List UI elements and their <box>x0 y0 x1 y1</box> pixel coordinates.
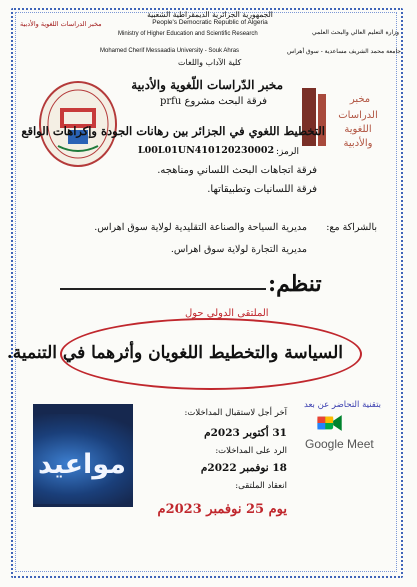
project-code: L00L01UN410120230002 <box>138 145 275 156</box>
project-title: التخطيط اللغوي في الجزائر بين رهانات الجودة وإكراهات الواقع <box>21 124 325 138</box>
deadline-date: 31 أكتوبر 2023م <box>204 427 287 439</box>
organize-heading: تنظم: <box>268 271 322 297</box>
conference-title: السياسة والتخطيط اللغويان وأثرهما في التنمية. <box>6 343 343 363</box>
event-label: انعقاد الملتقى: <box>235 481 287 491</box>
deadline-label: آخر أجل لاستقبال المداخلات: <box>184 408 287 418</box>
event-date: يوم 25 نوفمبر 2023م <box>157 502 287 517</box>
svg-text:مخبر: مخبر <box>349 94 371 105</box>
svg-text:والأدبية: والأدبية <box>343 138 373 149</box>
partner-item: مديرية التجارة لولاية سوق اهراس. <box>170 244 307 255</box>
university-english: Mohamed Cherif Messaadia University - Souk Ahras <box>100 48 240 54</box>
ministry-arabic: وزارة التعليم العالي والبحث العلمي <box>312 29 399 36</box>
faculty-name: كلية الآداب واللغات <box>178 58 242 67</box>
research-team-2: فرقة اللسانيات وتطبيقاتها. <box>207 184 317 195</box>
research-team-1: فرقة اتجاهات البحث اللساني ومناهجه. <box>157 165 317 176</box>
conference-type: الملتقى الدولي حول <box>185 308 269 319</box>
partner-item: مديرية السياحة والصناعة التقليدية لولاية سوق اهراس. <box>94 222 307 233</box>
remote-label: بتقنية التحاضر عن بعد <box>304 400 381 410</box>
republic-arabic: الجمهورية الجزائرية الديمقراطية الشعبية <box>147 10 273 19</box>
project-team: فرقة البحث مشروع prfu <box>159 96 267 107</box>
lab-logo-icon <box>300 84 388 150</box>
dates-banner-label: مواعيد <box>38 449 126 480</box>
divider <box>60 288 266 290</box>
google-meet-icon <box>316 412 346 434</box>
google-meet-label: Google Meet <box>305 437 374 451</box>
response-date: 18 نوفمبر 2022م <box>200 462 287 474</box>
svg-text:الدراسات: الدراسات <box>338 110 378 121</box>
code-label: الرمز: <box>276 147 300 157</box>
response-label: الرد على المداخلات: <box>215 446 287 456</box>
left-stamp-text: مخبر الدراسات اللغوية والأدبية <box>20 20 102 28</box>
partnership-label: بالشراكة مع: <box>326 222 377 233</box>
ministry-english: Ministry of Higher Education and Scientific Research <box>118 31 258 37</box>
republic-english: People's Democratic Republic of Algeria <box>152 19 268 26</box>
lab-name: مخبر الدّراسات اللّغوية والأدبية <box>131 78 283 92</box>
university-arabic: جامعة محمد الشريف مساعدية - سوق أهراس <box>286 48 401 55</box>
dates-banner <box>33 404 133 507</box>
svg-text:اللغوية: اللغوية <box>344 124 372 135</box>
